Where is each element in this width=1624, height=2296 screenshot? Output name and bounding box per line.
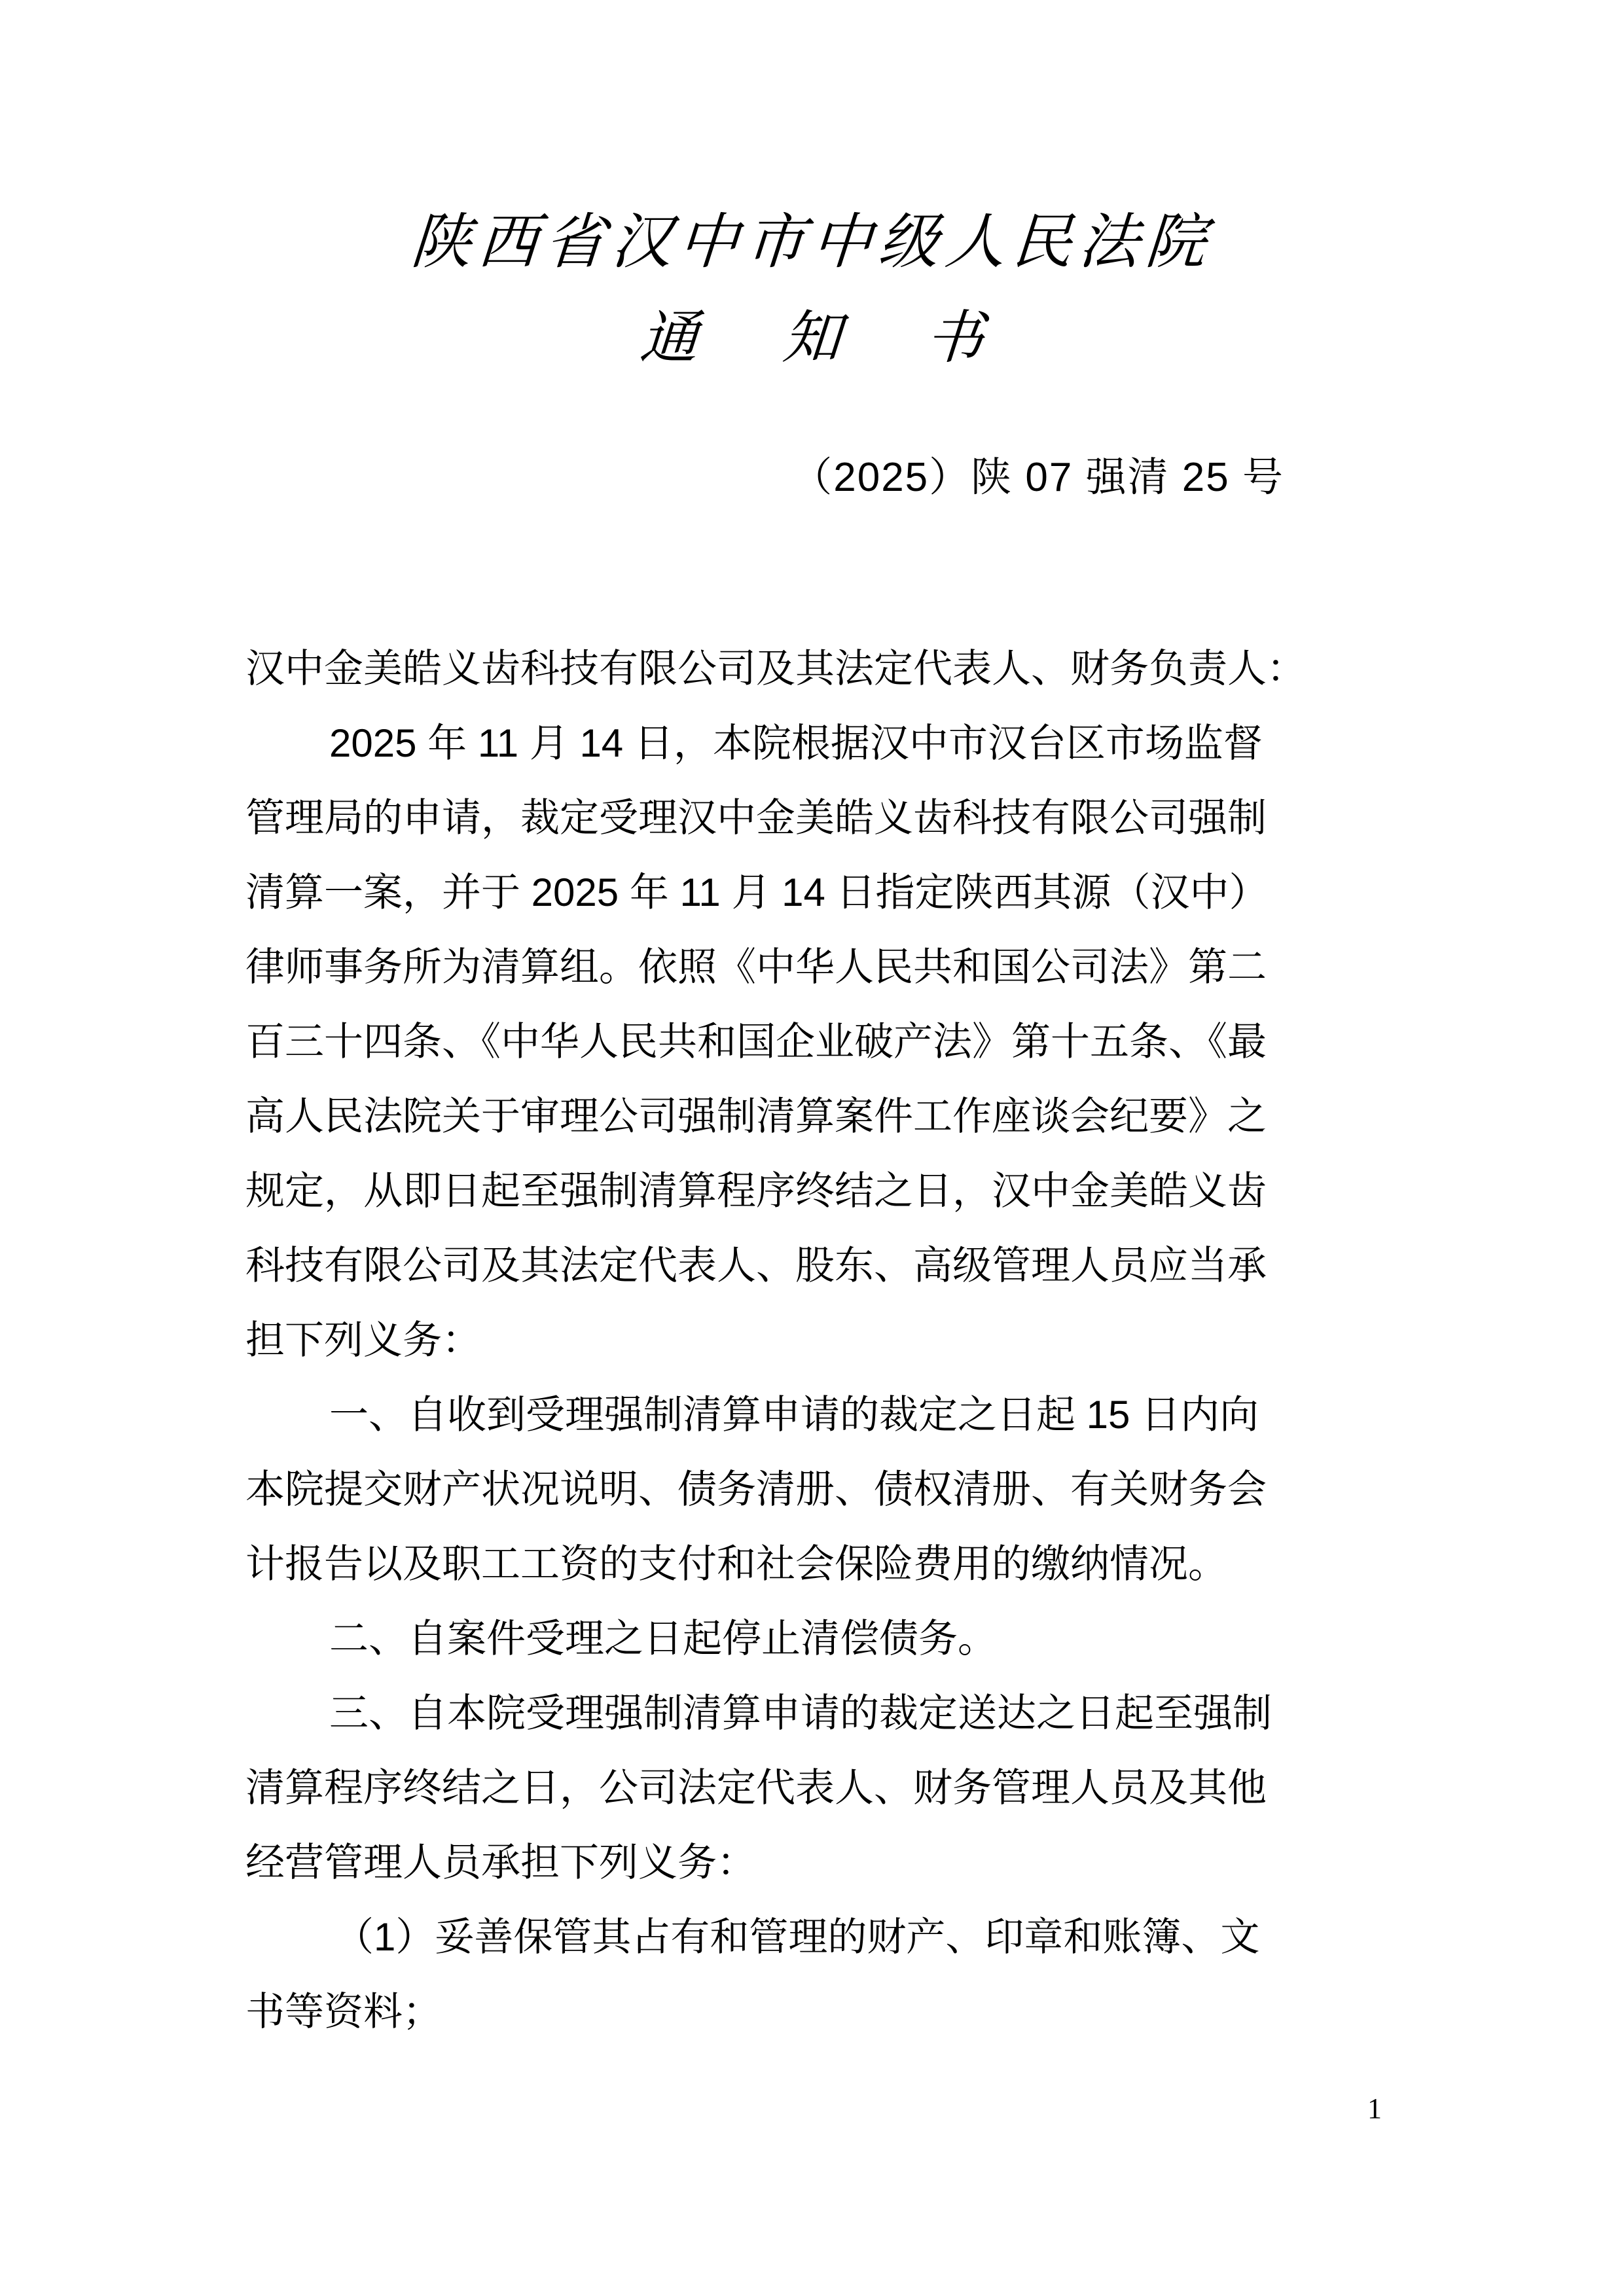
body-line: 高人民法院关于审理公司强制清算案件工作座谈会纪要》之 xyxy=(245,1094,1267,1138)
body-line: 清算一案，并于 2025 年 11 月 14 日指定陕西其源（汉中） xyxy=(245,870,1269,914)
case-number-wrap xyxy=(245,452,1381,505)
body-line: 担下列义务： xyxy=(245,1318,481,1362)
document-kind-wrap xyxy=(0,308,1624,371)
body-line: 百三十四条、《中华人民共和国企业破产法》第十五条、《最 xyxy=(245,1020,1267,1064)
body-line: 清算程序终结之日，公司法定代表人、财务管理人员及其他 xyxy=(245,1766,1267,1810)
body-line: 规定，从即日起至强制清算程序终结之日，汉中金美皓义齿 xyxy=(245,1169,1267,1213)
document-body xyxy=(245,632,1384,2049)
addressee-line: 汉中金美皓义齿科技有限公司及其法定代表人、财务负责人： xyxy=(245,647,1306,691)
body-line: 计报告以及职工工资的支付和社会保险费用的缴纳情况。 xyxy=(245,1542,1227,1586)
body-line: 管理局的申请，裁定受理汉中金美皓义齿科技有限公司强制 xyxy=(245,796,1267,840)
body-lines xyxy=(245,706,1384,2049)
body-line: 2025 年 11 月 14 日，本院根据汉中市汉台区市场监督 xyxy=(329,721,1263,765)
body-line: （1）妥善保管其占有和管理的财产、印章和账簿、文 xyxy=(334,1915,1260,1959)
body-line: 二、自案件受理之日起停止清偿债务。 xyxy=(329,1617,997,1660)
body-line: 本院提交财产状况说明、债务清册、债权清册、有关财务会 xyxy=(245,1467,1267,1511)
page-number: 1 xyxy=(1367,2092,1382,2125)
body-line: 一、自收到受理强制清算申请的裁定之日起 15 日内向 xyxy=(329,1393,1259,1437)
case-number: （2025）陕 07 强清 25 号 xyxy=(791,455,1284,500)
masthead xyxy=(0,209,1624,276)
body-line: 书等资料； xyxy=(245,1990,442,2034)
document-kind-title: 通 知 书 xyxy=(638,307,1021,370)
court-title: 陕西省汉中市中级人民法院 xyxy=(408,209,1216,276)
body-line: 律师事务所为清算组。依照《中华人民共和国公司法》第二 xyxy=(245,945,1267,989)
body-line: 三、自本院受理强制清算申请的裁定送达之日起至强制 xyxy=(329,1691,1272,1735)
body-line: 科技有限公司及其法定代表人、股东、高级管理人员应当承 xyxy=(245,1244,1267,1287)
body-line: 经营管理人员承担下列义务： xyxy=(245,1840,756,1884)
